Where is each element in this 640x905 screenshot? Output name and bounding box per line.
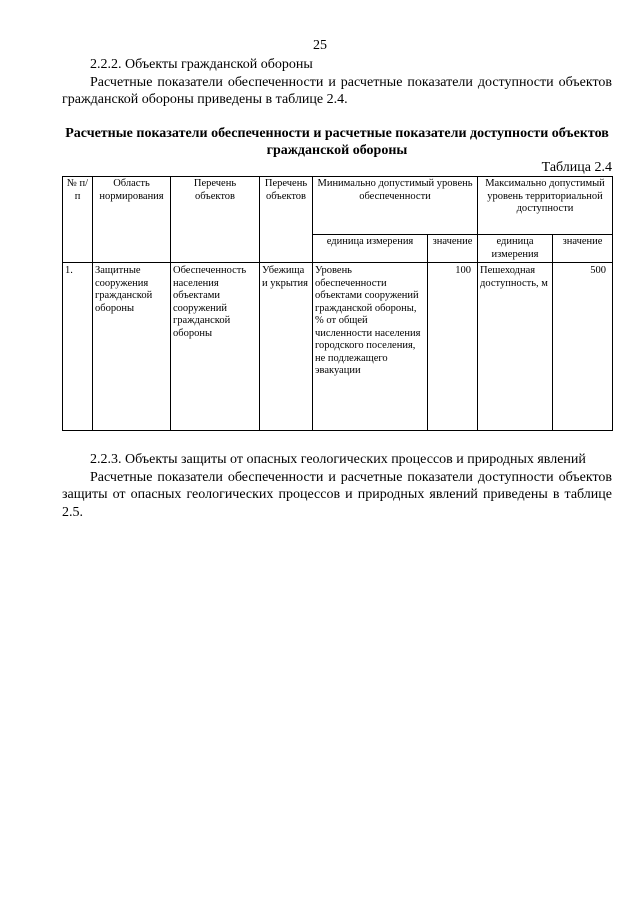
section-heading: 2.2.2. Объекты гражданской обороны (90, 57, 313, 72)
header-objects-1: Перечень объектов (171, 177, 260, 263)
cell-max-unit: Пешеходная доступность, м (478, 263, 553, 431)
section-2-2-3 (62, 451, 612, 521)
header-max-value: значение (553, 235, 613, 263)
header-num: № п/п (63, 177, 93, 263)
section-heading: 2.2.3. Объекты защиты от опасных геологических процессов и природных явлений (90, 452, 586, 467)
section-2-2-2 (62, 56, 612, 109)
cell-max-value: 500 (553, 263, 613, 431)
cell-num: 1. (63, 263, 93, 431)
norms-table (62, 176, 613, 431)
header-max-unit: единица измерения (478, 235, 553, 263)
table-label: Таблица 2.4 (541, 160, 612, 175)
cell-area: Защитные сооружения гражданской обороны (93, 263, 171, 431)
cell-objects-2: Убежища и укрытия (260, 263, 313, 431)
header-min-value: значение (428, 235, 478, 263)
header-area: Область нормирования (93, 177, 171, 263)
header-max-level: Максимально допустимый уровень территориальной доступности (478, 177, 613, 235)
cell-min-value: 100 (428, 263, 478, 431)
table-header-row (63, 177, 613, 235)
header-min-level: Минимально допустимый уровень обеспеченности (313, 177, 478, 235)
cell-objects-1: Обеспеченность населения объектами сооружений гражданской обороны (171, 263, 260, 431)
table-row (63, 263, 613, 431)
header-min-unit: единица измерения (313, 235, 428, 263)
page-number: 25 (313, 38, 327, 53)
section-paragraph: Расчетные показатели обеспеченности и расчетные показатели доступности объектов защиты от опасных геологических процессов и природных явлений приведены в таблице 2.5. (62, 469, 612, 520)
cell-min-unit: Уровень обеспеченности объектами сооружений гражданской обороны, % от общей численности населения городского поселения, не подлежащего эвакуации (313, 263, 428, 431)
table-title: Расчетные показатели обеспеченности и расчетные показатели доступности объектов гражданской обороны (65, 126, 609, 158)
section-paragraph: Расчетные показатели обеспеченности и расчетные показатели доступности объектов гражданской обороны приведены в таблице 2.4. (62, 74, 612, 107)
header-objects-2: Перечень объектов (260, 177, 313, 263)
